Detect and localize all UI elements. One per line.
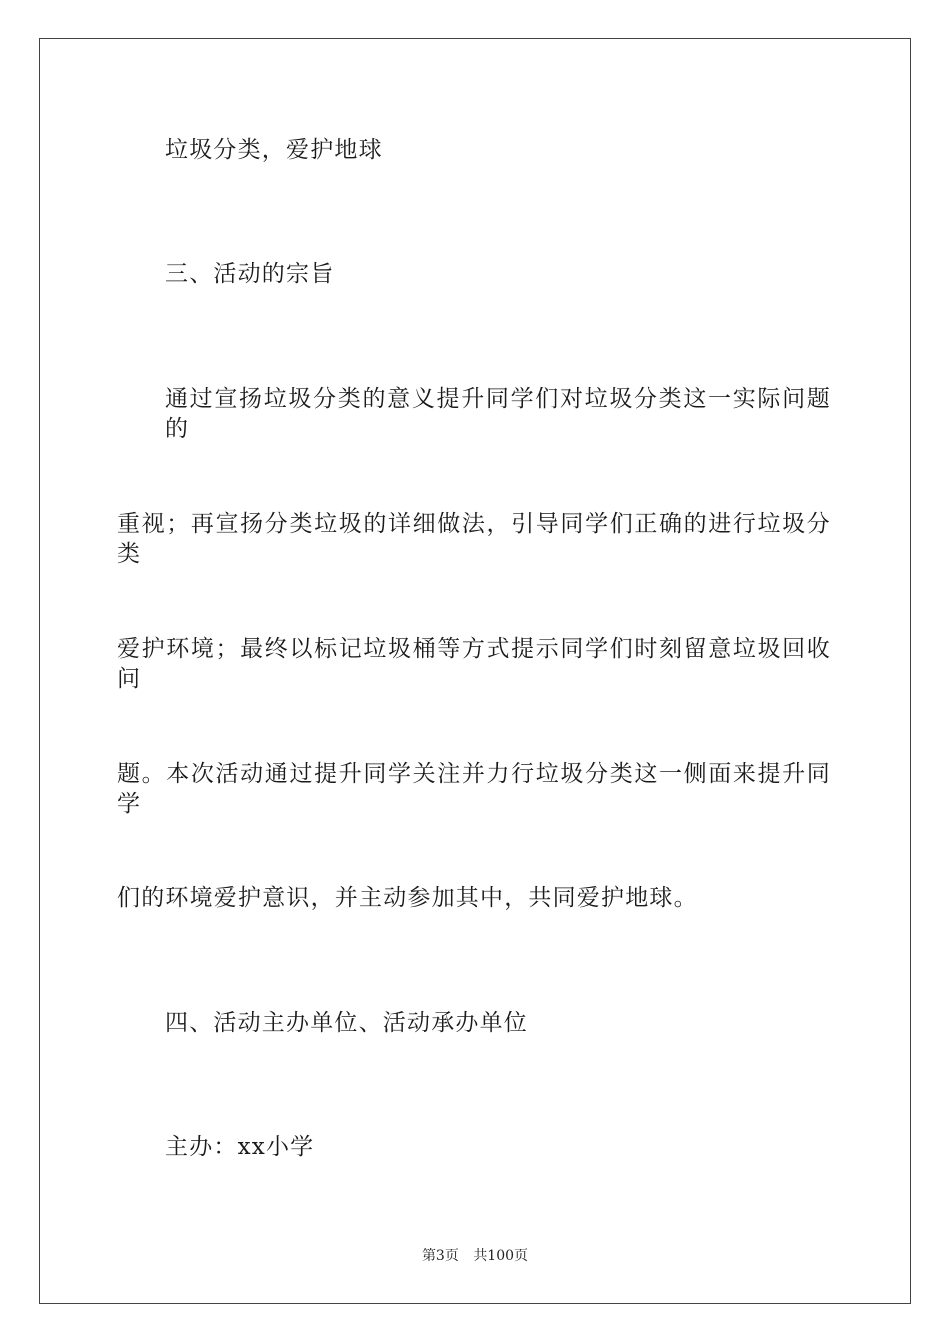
page-footer	[0, 1246, 950, 1266]
paragraph-line: 们的环境爱护意识，并主动参加其中，共同爱护地球。	[117, 885, 698, 911]
paragraph-line: 重视；再宣扬分类垃圾的详细做法，引导同学们正确的进行垃圾分类	[117, 511, 831, 567]
slogan-line: 垃圾分类，爱护地球	[165, 137, 383, 163]
page-number: 第3页	[421, 1248, 459, 1264]
paragraph-line: 爱护环境；最终以标记垃圾桶等方式提示同学们时刻留意垃圾回收问	[117, 636, 831, 692]
paragraph-line: 题。本次活动通过提升同学关注并力行垃圾分类这一侧面来提升同学	[117, 761, 831, 817]
section-heading-purpose: 三、活动的宗旨	[165, 261, 335, 287]
section-heading-organizers: 四、活动主办单位、活动承办单位	[165, 1010, 528, 1036]
paragraph-line: 通过宣扬垃圾分类的意义提升同学们对垃圾分类这一实际问题的	[165, 386, 831, 442]
organizer-line: 主办：xx小学	[165, 1134, 315, 1160]
total-pages: 共100页	[473, 1248, 529, 1264]
